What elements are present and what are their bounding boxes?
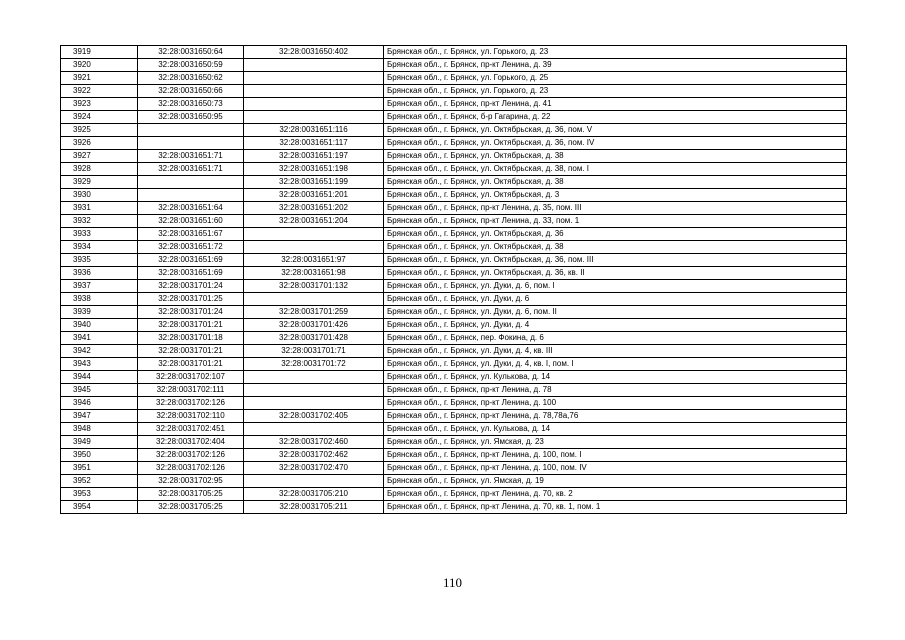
row-number-cell: 3940 [61, 319, 138, 332]
address-cell: Брянская обл., г. Брянск, ул. Октябрьская, д. 36, пом. V [384, 124, 847, 137]
land-cadastral-number-cell: 32:28:0031650:95 [138, 111, 244, 124]
land-cadastral-number-cell: 32:28:0031702:126 [138, 449, 244, 462]
address-cell: Брянская обл., г. Брянск, ул. Ямская, д. 19 [384, 475, 847, 488]
row-number-cell: 3946 [61, 397, 138, 410]
table-row [61, 462, 847, 475]
object-cadastral-number-cell: 32:28:0031701:71 [244, 345, 384, 358]
row-number-cell: 3933 [61, 228, 138, 241]
land-cadastral-number-cell: 32:28:0031650:73 [138, 98, 244, 111]
land-cadastral-number-cell [138, 137, 244, 150]
table-row [61, 150, 847, 163]
land-cadastral-number-cell: 32:28:0031701:21 [138, 319, 244, 332]
row-number-cell: 3949 [61, 436, 138, 449]
address-cell: Брянская обл., г. Брянск, пр-кт Ленина, д. 70, кв. 1, пом. 1 [384, 501, 847, 514]
object-cadastral-number-cell: 32:28:0031651:201 [244, 189, 384, 202]
object-cadastral-number-cell [244, 371, 384, 384]
row-number-cell: 3919 [61, 46, 138, 59]
table-row [61, 111, 847, 124]
address-cell: Брянская обл., г. Брянск, ул. Горького, д. 25 [384, 72, 847, 85]
row-number-cell: 3924 [61, 111, 138, 124]
table-row [61, 98, 847, 111]
address-cell: Брянская обл., г. Брянск, пр-кт Ленина, д. 78 [384, 384, 847, 397]
object-cadastral-number-cell: 32:28:0031651:117 [244, 137, 384, 150]
land-cadastral-number-cell: 32:28:0031702:126 [138, 462, 244, 475]
object-cadastral-number-cell: 32:28:0031651:98 [244, 267, 384, 280]
land-cadastral-number-cell: 32:28:0031701:18 [138, 332, 244, 345]
land-cadastral-number-cell [138, 176, 244, 189]
land-cadastral-number-cell: 32:28:0031702:111 [138, 384, 244, 397]
land-cadastral-number-cell: 32:28:0031650:59 [138, 59, 244, 72]
object-cadastral-number-cell: 32:28:0031701:72 [244, 358, 384, 371]
row-number-cell: 3950 [61, 449, 138, 462]
row-number-cell: 3929 [61, 176, 138, 189]
row-number-cell: 3935 [61, 254, 138, 267]
land-cadastral-number-cell [138, 124, 244, 137]
object-cadastral-number-cell: 32:28:0031702:405 [244, 410, 384, 423]
object-cadastral-number-cell [244, 384, 384, 397]
address-cell: Брянская обл., г. Брянск, ул. Дуки, д. 6, пом. I [384, 280, 847, 293]
table-row [61, 306, 847, 319]
row-number-cell: 3937 [61, 280, 138, 293]
table-row [61, 137, 847, 150]
row-number-cell: 3951 [61, 462, 138, 475]
row-number-cell: 3920 [61, 59, 138, 72]
address-cell: Брянская обл., г. Брянск, пр-кт Ленина, д. 100, пом. IV [384, 462, 847, 475]
row-number-cell: 3930 [61, 189, 138, 202]
table-row [61, 475, 847, 488]
address-cell: Брянская обл., г. Брянск, ул. Дуки, д. 4 [384, 319, 847, 332]
row-number-cell: 3921 [61, 72, 138, 85]
object-cadastral-number-cell: 32:28:0031701:132 [244, 280, 384, 293]
table-row [61, 163, 847, 176]
table-row [61, 423, 847, 436]
address-cell: Брянская обл., г. Брянск, пер. Фокина, д. 6 [384, 332, 847, 345]
address-cell: Брянская обл., г. Брянск, ул. Горького, д. 23 [384, 85, 847, 98]
object-cadastral-number-cell: 32:28:0031651:197 [244, 150, 384, 163]
row-number-cell: 3954 [61, 501, 138, 514]
land-cadastral-number-cell [138, 189, 244, 202]
land-cadastral-number-cell: 32:28:0031651:69 [138, 267, 244, 280]
land-cadastral-number-cell: 32:28:0031650:62 [138, 72, 244, 85]
object-cadastral-number-cell: 32:28:0031701:428 [244, 332, 384, 345]
table-body [61, 46, 847, 514]
address-cell: Брянская обл., г. Брянск, пр-кт Ленина, д. 70, кв. 2 [384, 488, 847, 501]
object-cadastral-number-cell: 32:28:0031651:97 [244, 254, 384, 267]
land-cadastral-number-cell: 32:28:0031701:24 [138, 306, 244, 319]
object-cadastral-number-cell: 32:28:0031651:202 [244, 202, 384, 215]
address-cell: Брянская обл., г. Брянск, пр-кт Ленина, д. 100 [384, 397, 847, 410]
land-cadastral-number-cell: 32:28:0031702:110 [138, 410, 244, 423]
address-cell: Брянская обл., г. Брянск, ул. Кулькова, д. 14 [384, 371, 847, 384]
address-cell: Брянская обл., г. Брянск, б-р Гагарина, д. 22 [384, 111, 847, 124]
land-cadastral-number-cell: 32:28:0031651:64 [138, 202, 244, 215]
row-number-cell: 3922 [61, 85, 138, 98]
object-cadastral-number-cell: 32:28:0031701:426 [244, 319, 384, 332]
row-number-cell: 3934 [61, 241, 138, 254]
object-cadastral-number-cell [244, 59, 384, 72]
table-row [61, 319, 847, 332]
land-cadastral-number-cell: 32:28:0031650:64 [138, 46, 244, 59]
object-cadastral-number-cell [244, 397, 384, 410]
object-cadastral-number-cell: 32:28:0031701:259 [244, 306, 384, 319]
land-cadastral-number-cell: 32:28:0031702:95 [138, 475, 244, 488]
row-number-cell: 3947 [61, 410, 138, 423]
row-number-cell: 3939 [61, 306, 138, 319]
address-cell: Брянская обл., г. Брянск, пр-кт Ленина, д. 41 [384, 98, 847, 111]
land-cadastral-number-cell: 32:28:0031651:67 [138, 228, 244, 241]
object-cadastral-number-cell: 32:28:0031651:198 [244, 163, 384, 176]
address-cell: Брянская обл., г. Брянск, ул. Октябрьская, д. 3 [384, 189, 847, 202]
land-cadastral-number-cell: 32:28:0031701:25 [138, 293, 244, 306]
table-row [61, 46, 847, 59]
address-cell: Брянская обл., г. Брянск, пр-кт Ленина, д. 33, пом. 1 [384, 215, 847, 228]
table-row [61, 449, 847, 462]
object-cadastral-number-cell: 32:28:0031651:116 [244, 124, 384, 137]
table-row [61, 345, 847, 358]
land-cadastral-number-cell: 32:28:0031651:69 [138, 254, 244, 267]
table-row [61, 85, 847, 98]
table-row [61, 241, 847, 254]
table-row [61, 358, 847, 371]
land-cadastral-number-cell: 32:28:0031702:404 [138, 436, 244, 449]
address-cell: Брянская обл., г. Брянск, ул. Дуки, д. 6 [384, 293, 847, 306]
address-cell: Брянская обл., г. Брянск, ул. Дуки, д. 6, пом. II [384, 306, 847, 319]
object-cadastral-number-cell [244, 85, 384, 98]
row-number-cell: 3938 [61, 293, 138, 306]
table-row [61, 501, 847, 514]
row-number-cell: 3928 [61, 163, 138, 176]
land-cadastral-number-cell: 32:28:0031701:21 [138, 345, 244, 358]
object-cadastral-number-cell [244, 228, 384, 241]
land-cadastral-number-cell: 32:28:0031651:72 [138, 241, 244, 254]
table-row [61, 254, 847, 267]
address-cell: Брянская обл., г. Брянск, пр-кт Ленина, д. 78,78а,76 [384, 410, 847, 423]
object-cadastral-number-cell [244, 241, 384, 254]
object-cadastral-number-cell [244, 72, 384, 85]
row-number-cell: 3932 [61, 215, 138, 228]
row-number-cell: 3936 [61, 267, 138, 280]
table-row [61, 293, 847, 306]
row-number-cell: 3945 [61, 384, 138, 397]
address-cell: Брянская обл., г. Брянск, ул. Октябрьская, д. 38, пом. I [384, 163, 847, 176]
row-number-cell: 3948 [61, 423, 138, 436]
table-row [61, 397, 847, 410]
table-row [61, 176, 847, 189]
address-cell: Брянская обл., г. Брянск, ул. Горького, д. 23 [384, 46, 847, 59]
address-cell: Брянская обл., г. Брянск, пр-кт Ленина, д. 39 [384, 59, 847, 72]
address-cell: Брянская обл., г. Брянск, ул. Октябрьская, д. 38 [384, 241, 847, 254]
object-cadastral-number-cell: 32:28:0031702:460 [244, 436, 384, 449]
land-cadastral-number-cell: 32:28:0031651:60 [138, 215, 244, 228]
table-row [61, 488, 847, 501]
table-row [61, 410, 847, 423]
row-number-cell: 3952 [61, 475, 138, 488]
land-cadastral-number-cell: 32:28:0031702:451 [138, 423, 244, 436]
table-row [61, 124, 847, 137]
address-cell: Брянская обл., г. Брянск, пр-кт Ленина, д. 100, пом. I [384, 449, 847, 462]
address-cell: Брянская обл., г. Брянск, ул. Ямская, д. 23 [384, 436, 847, 449]
row-number-cell: 3944 [61, 371, 138, 384]
land-cadastral-number-cell: 32:28:0031650:66 [138, 85, 244, 98]
row-number-cell: 3926 [61, 137, 138, 150]
table-row [61, 72, 847, 85]
land-cadastral-number-cell: 32:28:0031701:24 [138, 280, 244, 293]
land-cadastral-number-cell: 32:28:0031701:21 [138, 358, 244, 371]
object-cadastral-number-cell: 32:28:0031651:204 [244, 215, 384, 228]
object-cadastral-number-cell: 32:28:0031651:199 [244, 176, 384, 189]
object-cadastral-number-cell [244, 111, 384, 124]
land-cadastral-number-cell: 32:28:0031705:25 [138, 488, 244, 501]
address-cell: Брянская обл., г. Брянск, ул. Октябрьская, д. 36 [384, 228, 847, 241]
object-cadastral-number-cell: 32:28:0031705:210 [244, 488, 384, 501]
property-registry-table [60, 45, 847, 514]
object-cadastral-number-cell: 32:28:0031702:470 [244, 462, 384, 475]
object-cadastral-number-cell [244, 98, 384, 111]
address-cell: Брянская обл., г. Брянск, ул. Октябрьская, д. 38 [384, 150, 847, 163]
object-cadastral-number-cell [244, 475, 384, 488]
address-cell: Брянская обл., г. Брянск, пр-кт Ленина, д. 35, пом. III [384, 202, 847, 215]
object-cadastral-number-cell: 32:28:0031705:211 [244, 501, 384, 514]
address-cell: Брянская обл., г. Брянск, ул. Кулькова, д. 14 [384, 423, 847, 436]
land-cadastral-number-cell: 32:28:0031702:126 [138, 397, 244, 410]
address-cell: Брянская обл., г. Брянск, ул. Октябрьская, д. 36, пом. III [384, 254, 847, 267]
table-row [61, 59, 847, 72]
row-number-cell: 3931 [61, 202, 138, 215]
table-row [61, 228, 847, 241]
row-number-cell: 3942 [61, 345, 138, 358]
row-number-cell: 3953 [61, 488, 138, 501]
object-cadastral-number-cell: 32:28:0031702:462 [244, 449, 384, 462]
land-cadastral-number-cell: 32:28:0031702:107 [138, 371, 244, 384]
table-row [61, 436, 847, 449]
table-row [61, 384, 847, 397]
row-number-cell: 3943 [61, 358, 138, 371]
table-row [61, 371, 847, 384]
object-cadastral-number-cell [244, 423, 384, 436]
address-cell: Брянская обл., г. Брянск, ул. Октябрьская, д. 36, кв. II [384, 267, 847, 280]
row-number-cell: 3925 [61, 124, 138, 137]
table-row [61, 332, 847, 345]
address-cell: Брянская обл., г. Брянск, ул. Дуки, д. 4, кв. I, пом. I [384, 358, 847, 371]
page-number: 110 [442, 575, 463, 590]
table-row [61, 280, 847, 293]
address-cell: Брянская обл., г. Брянск, ул. Октябрьская, д. 36, пом. IV [384, 137, 847, 150]
table-row [61, 215, 847, 228]
land-cadastral-number-cell: 32:28:0031651:71 [138, 150, 244, 163]
land-cadastral-number-cell: 32:28:0031651:71 [138, 163, 244, 176]
table-row [61, 189, 847, 202]
row-number-cell: 3941 [61, 332, 138, 345]
object-cadastral-number-cell: 32:28:0031650:402 [244, 46, 384, 59]
address-cell: Брянская обл., г. Брянск, ул. Дуки, д. 4, кв. III [384, 345, 847, 358]
table-row [61, 267, 847, 280]
land-cadastral-number-cell: 32:28:0031705:25 [138, 501, 244, 514]
row-number-cell: 3927 [61, 150, 138, 163]
table-row [61, 202, 847, 215]
address-cell: Брянская обл., г. Брянск, ул. Октябрьская, д. 38 [384, 176, 847, 189]
object-cadastral-number-cell [244, 293, 384, 306]
row-number-cell: 3923 [61, 98, 138, 111]
